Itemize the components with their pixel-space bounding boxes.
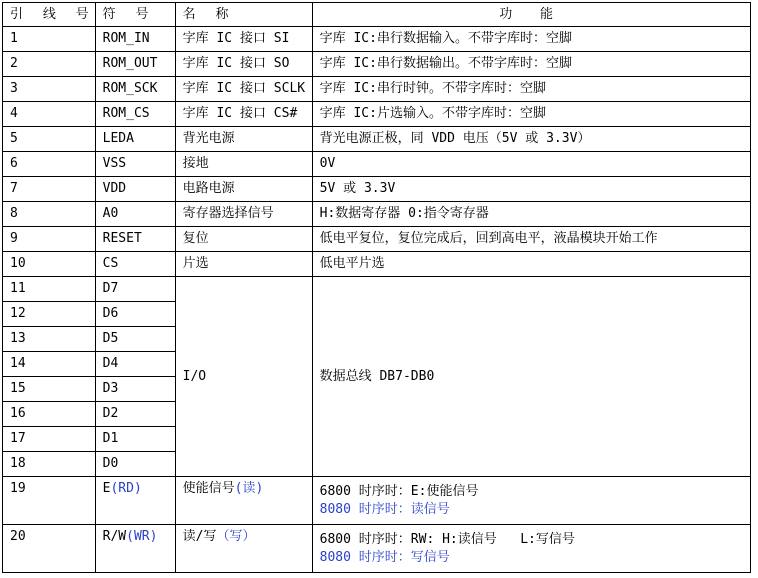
name-main: 读/写: [182, 529, 217, 544]
pin-number: 4: [3, 102, 96, 127]
table-row: [3, 27, 751, 52]
pin-function: 0V: [312, 152, 750, 177]
pin-number: 13: [3, 327, 96, 352]
pin-name: [175, 477, 312, 525]
table-row-read-write: [3, 525, 751, 573]
pin-number: 17: [3, 427, 96, 452]
pin-name: 字库 IC 接口 SI: [175, 27, 312, 52]
header-pin: 引 线 号: [3, 3, 96, 27]
pin-symbol: VSS: [95, 152, 175, 177]
pin-symbol: D4: [95, 352, 175, 377]
pin-function: 低电平片选: [312, 252, 750, 277]
table-row: [3, 227, 751, 252]
pin-number: 8: [3, 202, 96, 227]
table-body: [3, 27, 751, 573]
symbol-alt: (RD): [110, 481, 142, 496]
pin-symbol: D0: [95, 452, 175, 477]
data-bus-function: 数据总线 DB7-DB0: [312, 277, 750, 477]
pin-number: 11: [3, 277, 96, 302]
table-row: [3, 252, 751, 277]
pin-symbol: ROM_IN: [95, 27, 175, 52]
pin-name: 寄存器选择信号: [175, 202, 312, 227]
pin-symbol: RESET: [95, 227, 175, 252]
pin-symbol: D7: [95, 277, 175, 302]
symbol-alt: (WR): [126, 529, 158, 544]
pin-name: 背光电源: [175, 127, 312, 152]
symbol-main: E: [102, 481, 111, 496]
pin-number: 3: [3, 77, 96, 102]
pin-function: H:数据寄存器 0:指令寄存器: [312, 202, 750, 227]
function-line-8080: 8080 时序时：写信号: [319, 549, 450, 565]
pin-name: [175, 525, 312, 573]
pin-number: 1: [3, 27, 96, 52]
pin-name: 字库 IC 接口 SO: [175, 52, 312, 77]
pin-number: 9: [3, 227, 96, 252]
pin-name: 字库 IC 接口 CS#: [175, 102, 312, 127]
pin-number: 16: [3, 402, 96, 427]
pin-symbol: D1: [95, 427, 175, 452]
header-function: 功 能: [312, 3, 750, 27]
pin-number: 6: [3, 152, 96, 177]
pin-function: 背光电源正极，同 VDD 电压（5V 或 3.3V）: [312, 127, 750, 152]
pin-name: 接地: [175, 152, 312, 177]
pin-symbol: CS: [95, 252, 175, 277]
table-row: [3, 177, 751, 202]
pin-name: 复位: [175, 227, 312, 252]
pin-function: 字库 IC:串行数据输出。不带字库时：空脚: [312, 52, 750, 77]
table-row: [3, 152, 751, 177]
name-main: 使能信号: [182, 481, 235, 496]
pin-function: 低电平复位，复位完成后，回到高电平，液晶模块开始工作: [312, 227, 750, 252]
pin-number: 15: [3, 377, 96, 402]
pin-number: 18: [3, 452, 96, 477]
pin-definition-table: [2, 2, 751, 573]
pin-symbol: [95, 477, 175, 525]
pin-number: 5: [3, 127, 96, 152]
name-alt: （写）: [216, 529, 256, 544]
table-row-data-bus: [3, 277, 751, 302]
pin-symbol: ROM_CS: [95, 102, 175, 127]
pin-symbol: LEDA: [95, 127, 175, 152]
pin-function: 5V 或 3.3V: [312, 177, 750, 202]
pin-number: 20: [3, 525, 96, 573]
name-alt: (读): [234, 481, 264, 496]
pin-function: 字库 IC:串行数据输入。不带字库时：空脚: [312, 27, 750, 52]
table-header-row: [3, 3, 751, 27]
function-line-6800: 6800 时序时：E:使能信号: [319, 483, 479, 499]
pin-number: 14: [3, 352, 96, 377]
table-row: [3, 52, 751, 77]
pin-symbol: D3: [95, 377, 175, 402]
symbol-main: R/W: [102, 529, 127, 544]
pin-symbol: ROM_OUT: [95, 52, 175, 77]
header-name: 名 称: [175, 3, 312, 27]
pin-name: 字库 IC 接口 SCLK: [175, 77, 312, 102]
pin-name: 片选: [175, 252, 312, 277]
table-row: [3, 127, 751, 152]
pin-symbol: D2: [95, 402, 175, 427]
table-row-enable: [3, 477, 751, 525]
pin-symbol: D5: [95, 327, 175, 352]
pin-number: 19: [3, 477, 96, 525]
pin-number: 2: [3, 52, 96, 77]
pin-symbol: D6: [95, 302, 175, 327]
pin-number: 10: [3, 252, 96, 277]
pin-symbol: ROM_SCK: [95, 77, 175, 102]
pin-name: 电路电源: [175, 177, 312, 202]
header-symbol: 符 号: [95, 3, 175, 27]
pin-function: 字库 IC:片选输入。不带字库时：空脚: [312, 102, 750, 127]
table-row: [3, 202, 751, 227]
data-bus-name: I/O: [175, 277, 312, 477]
pin-symbol: VDD: [95, 177, 175, 202]
table-row: [3, 102, 751, 127]
pin-number: 12: [3, 302, 96, 327]
pin-number: 7: [3, 177, 96, 202]
table-row: [3, 77, 751, 102]
pin-function: [312, 477, 750, 525]
function-line-6800: 6800 时序时：RW: H:读信号 L:写信号: [319, 531, 575, 547]
function-line-8080: 8080 时序时：读信号: [319, 501, 450, 517]
pin-symbol: A0: [95, 202, 175, 227]
pin-function: [312, 525, 750, 573]
pin-symbol: [95, 525, 175, 573]
pin-function: 字库 IC:串行时钟。不带字库时：空脚: [312, 77, 750, 102]
